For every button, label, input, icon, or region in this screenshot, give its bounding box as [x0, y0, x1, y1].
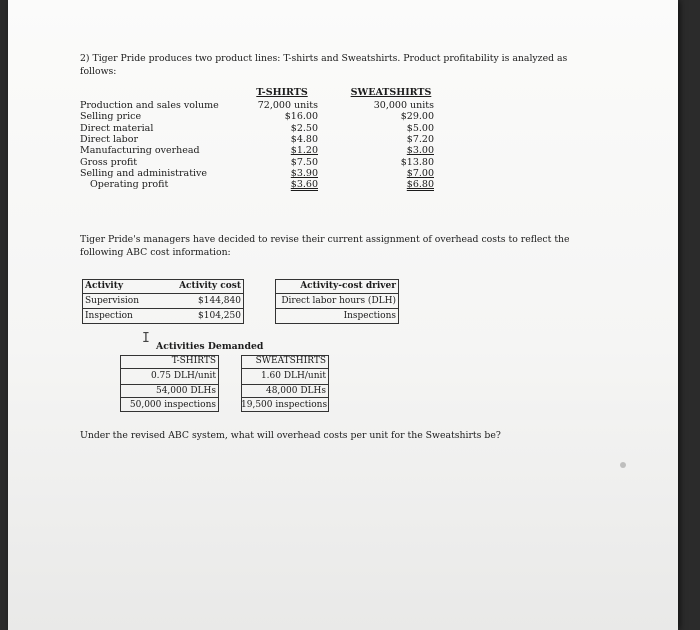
demand-header-tshirts: T-SHIRTS: [171, 356, 216, 366]
profit-row-tshirts: 72,000 units: [257, 100, 318, 111]
profit-row-label: Selling price: [80, 111, 142, 122]
text-cursor-icon: I: [142, 331, 150, 346]
question-line-1: 2) Tiger Pride produces two product lines: T-shirts and Sweatshirts. Product profitability is analyzed as: [80, 53, 568, 64]
abc-row-cost: $144,840: [198, 296, 241, 306]
profit-row-tshirts: $4.80: [290, 134, 318, 145]
profit-row-tshirts: $16.00: [284, 111, 318, 122]
abc-row-cost: $104,250: [198, 311, 241, 321]
abc-row-driver: Inspections: [343, 311, 396, 321]
profit-row-sweatshirts: $3.00: [406, 145, 434, 156]
profit-row-label: Manufacturing overhead: [80, 145, 200, 156]
profit-row-sweatshirts: $7.20: [406, 134, 434, 145]
abc-row-activity: Inspection: [85, 311, 133, 321]
demand-cell: 50,000 inspections: [129, 400, 216, 410]
demand-title: Activities Demanded: [156, 341, 264, 352]
abc-header-activity: Activity: [85, 281, 124, 291]
abc-row-activity: Supervision: [85, 296, 140, 306]
demand-cell: 19,500 inspections: [241, 400, 328, 410]
document-page: [8, 0, 678, 630]
profit-row-label: Gross profit: [80, 157, 138, 168]
profit-row-sweatshirts: $7.00: [406, 168, 434, 179]
demand-cell: 54,000 DLHs: [155, 386, 216, 396]
profit-row-tshirts: $7.50: [290, 157, 318, 168]
col-header-sweatshirts: SWEATSHIRTS: [350, 87, 432, 98]
profit-row-label: Direct labor: [80, 134, 139, 145]
profit-row-sweatshirts: $5.00: [406, 123, 434, 134]
profit-row-tshirts: $3.60: [290, 179, 318, 190]
demand-cell: 0.75 DLH/unit: [150, 371, 216, 381]
profit-row-label: Operating profit: [90, 179, 169, 190]
profit-row-sweatshirts: $13.80: [400, 157, 434, 168]
profit-row-label: Production and sales volume: [80, 100, 219, 111]
abc-header-cost: Activity cost: [179, 281, 241, 291]
profit-row-tshirts: $1.20: [290, 145, 318, 156]
profit-row-tshirts: $3.90: [290, 168, 318, 179]
profit-row-sweatshirts: $6.80: [406, 179, 434, 190]
profit-row-sweatshirts: 30,000 units: [373, 100, 434, 111]
profit-row-sweatshirts: $29.00: [400, 111, 434, 122]
col-header-tshirts: T-SHIRTS: [256, 87, 308, 98]
profit-row-label: Selling and administrative: [80, 168, 208, 179]
abc-row-driver: Direct labor hours (DLH): [281, 296, 396, 306]
profit-row-tshirts: $2.50: [290, 123, 318, 134]
demand-cell: 48,000 DLHs: [265, 386, 326, 396]
question-line-2: follows:: [80, 66, 117, 77]
demand-cell: 1.60 DLH/unit: [260, 371, 326, 381]
page-speck: [620, 462, 626, 468]
profit-row-label: Direct material: [80, 123, 154, 134]
abc-intro-line-1: Tiger Pride's managers have decided to revise their current assignment of overhead costs to reflect the: [80, 234, 570, 245]
final-question: Under the revised ABC system, what will overhead costs per unit for the Sweatshirts be?: [80, 430, 501, 441]
abc-intro-line-2: following ABC cost information:: [80, 247, 231, 258]
demand-header-sweatshirts: SWEATSHIRTS: [255, 356, 326, 366]
abc-header-driver: Activity-cost driver: [300, 281, 396, 291]
